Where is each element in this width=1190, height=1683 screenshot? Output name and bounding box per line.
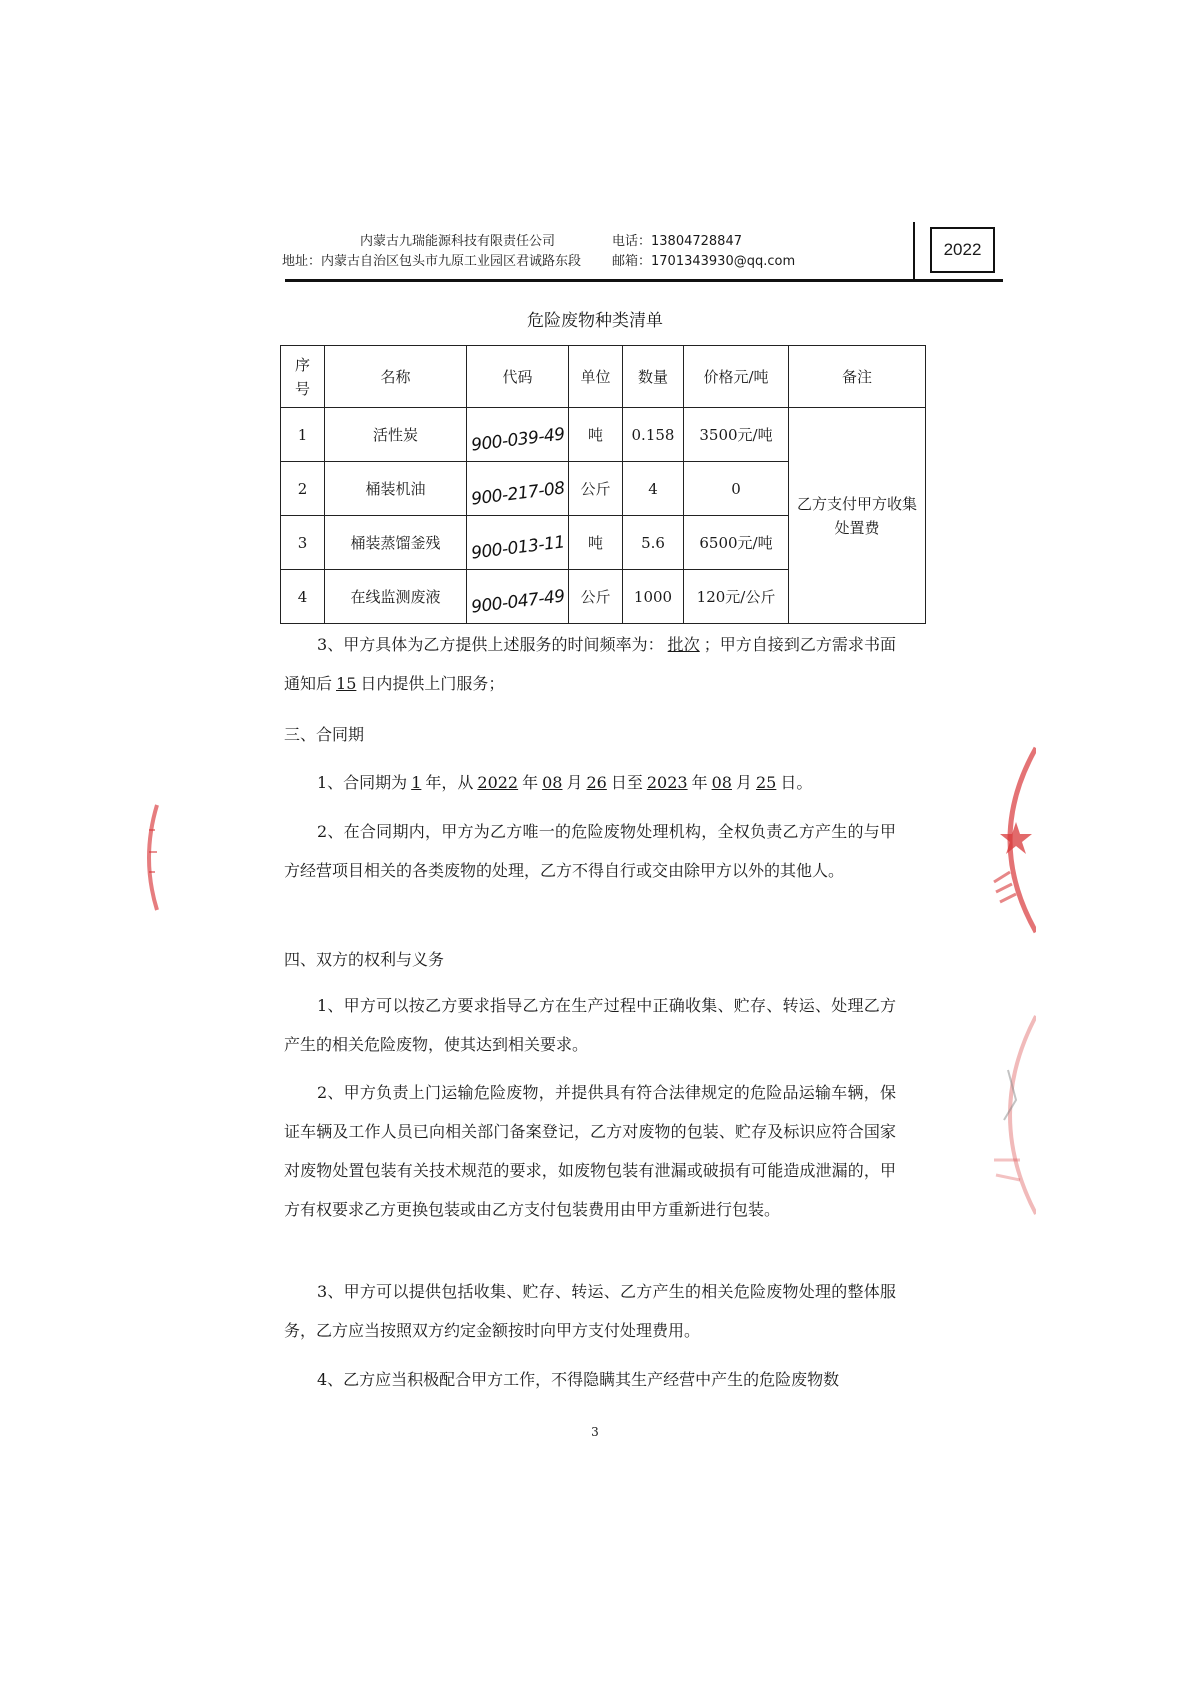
handwritten-code: 900-217-08: [470, 478, 566, 510]
cell-seq: 4: [281, 570, 325, 624]
waste-table: [280, 345, 926, 624]
cell-name: 在线监测废液: [325, 570, 467, 624]
cell-unit: 公斤: [569, 462, 623, 516]
section-heading-rights-obligations: 四、双方的权利与义务: [284, 950, 445, 969]
cell-qty: 4: [623, 462, 684, 516]
cell-name: 活性炭: [325, 408, 467, 462]
right-faded-seal-fragment: [980, 1010, 1036, 1220]
year-box: 2022: [930, 227, 995, 273]
clause-service-frequency: 3、甲方具体为乙方提供上述服务的时间频率为： 批次 ；甲方自接到乙方需求书面通知后 15 日内提供上门服务；: [284, 635, 896, 693]
cell-seq: 1: [281, 408, 325, 462]
header-code: 代码: [467, 346, 569, 408]
handwritten-code: 900-047-49: [470, 586, 566, 618]
obligation-paragraph-1: 1、甲方可以按乙方要求指导乙方在生产过程中正确收集、贮存、转运、处理乙方产生的相关危险废物，使其达到相关要求。: [284, 996, 896, 1054]
cell-code: [467, 462, 569, 516]
table-row: [281, 408, 926, 462]
header-price: 价格元/吨: [684, 346, 789, 408]
cell-seq: 2: [281, 462, 325, 516]
table-header-row: [281, 346, 926, 408]
letterhead-email: 邮箱：1701343930@qq.com: [612, 254, 796, 269]
cell-price: 120元/公斤: [684, 570, 789, 624]
cell-qty: 1000: [623, 570, 684, 624]
contract-period-paragraph: 1、合同期为 1 年，从 2022 年 08 月 26 日至 2023 年 08 月 25 日。: [317, 773, 813, 792]
cell-code: [467, 516, 569, 570]
filled-days: 15: [336, 674, 357, 693]
letterhead-phone: 电话：13804728847: [612, 234, 742, 249]
header-seq: 序号: [281, 346, 325, 408]
table-title: 危险废物种类清单: [527, 311, 663, 331]
letterhead-company: 内蒙古九瑞能源科技有限责任公司: [360, 234, 556, 249]
handwritten-code: 900-013-11: [470, 532, 566, 564]
cell-unit: 吨: [569, 516, 623, 570]
cell-name: 桶装机油: [325, 462, 467, 516]
note-text: 乙方支付甲方收集处置费: [796, 494, 917, 537]
handwritten-code: 900-039-49: [470, 424, 566, 456]
filled-frequency: 批次: [667, 635, 700, 654]
letterhead-address: 地址：内蒙古自治区包头市九原工业园区君诚路东段: [282, 254, 582, 269]
section-heading-contract-period: 三、合同期: [284, 725, 365, 744]
cell-note: [789, 408, 926, 624]
cell-unit: 公斤: [569, 570, 623, 624]
header-note: 备注: [789, 346, 926, 408]
obligation-paragraph-2: 2、甲方负责上门运输危险废物，并提供具有符合法律规定的危险品运输车辆，保证车辆及工作人员已向相关部门备案登记，乙方对废物的包装、贮存及标识应符合国家对废物处置包装有关技术规范的要求，如废物包装有泄漏或破损有可能造成泄漏的，甲方有权要求乙方更换包装或由乙方支付包装费用由甲方重新进行包装。: [284, 1083, 896, 1219]
header-qty: 数量: [623, 346, 684, 408]
cell-name: 桶装蒸馏釜残: [325, 516, 467, 570]
left-seal-fragment: [135, 800, 175, 915]
obligation-paragraph-3: 3、甲方可以提供包括收集、贮存、转运、乙方产生的相关危险废物处理的整体服务，乙方应当按照双方约定金额按时向甲方支付处理费用。: [284, 1282, 896, 1340]
right-seal-fragment: [980, 742, 1036, 937]
cell-code: [467, 408, 569, 462]
header-unit: 单位: [569, 346, 623, 408]
cell-qty: 5.6: [623, 516, 684, 570]
header-name: 名称: [325, 346, 467, 408]
cell-unit: 吨: [569, 408, 623, 462]
page-number: 3: [591, 1425, 599, 1439]
cell-seq: 3: [281, 516, 325, 570]
cell-code: [467, 570, 569, 624]
letterhead-divider: [285, 279, 1003, 282]
cell-price: 0: [684, 462, 789, 516]
cell-price: 3500元/吨: [684, 408, 789, 462]
letterhead-vertical-rule: [913, 222, 915, 282]
obligation-paragraph-4: 4、乙方应当积极配合甲方工作，不得隐瞒其生产经营中产生的危险废物数: [317, 1370, 840, 1389]
cell-price: 6500元/吨: [684, 516, 789, 570]
cell-qty: 0.158: [623, 408, 684, 462]
exclusive-agent-paragraph: 2、在合同期内，甲方为乙方唯一的危险废物处理机构，全权负责乙方产生的与甲方经营项目相关的各类废物的处理，乙方不得自行或交由除甲方以外的其他人。: [284, 822, 896, 880]
